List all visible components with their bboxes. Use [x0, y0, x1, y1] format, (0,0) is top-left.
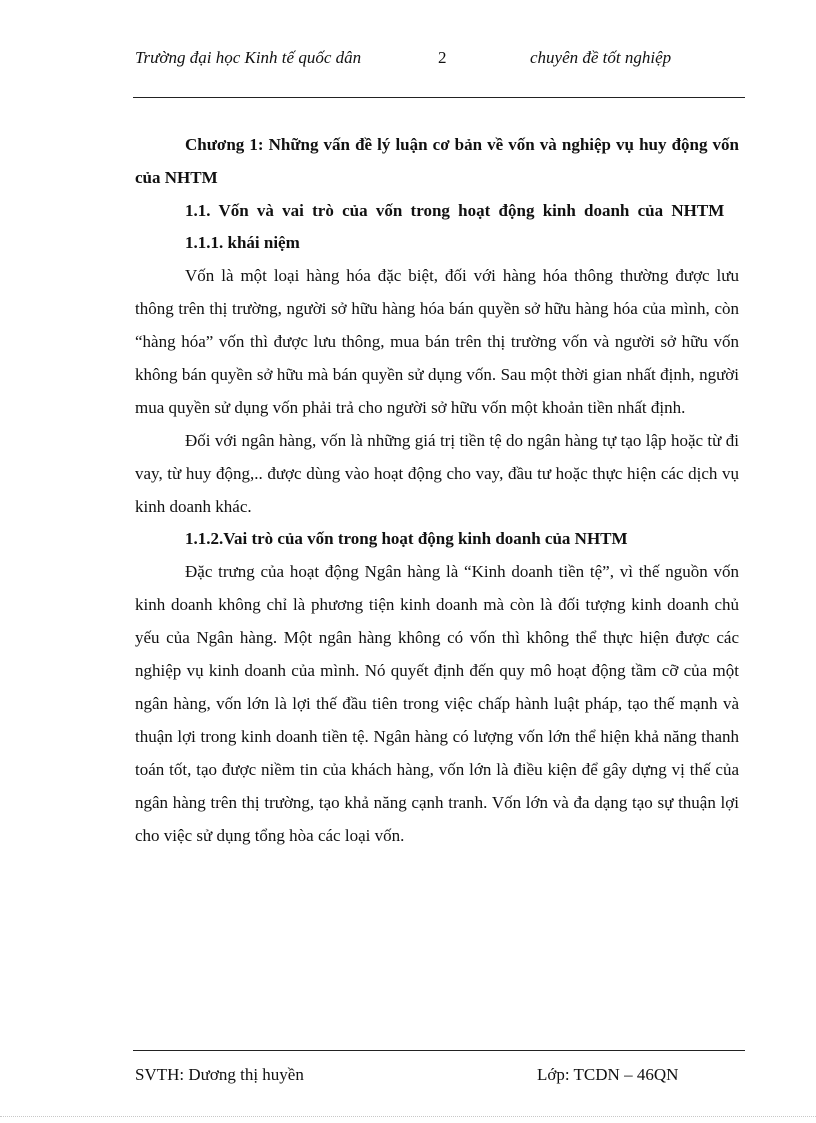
chapter-title: Chương 1: Những vấn đề lý luận cơ bản về vốn và nghiệp vụ huy động vốn của NHTM	[135, 135, 739, 187]
paragraph-bank-capital: Đối với ngân hàng, vốn là những giá trị tiền tệ do ngân hàng tự tạo lập hoặc từ đi vay, từ huy động,.. được dùng vào hoạt động cho vay, đầu tư hoặc thực hiện các dịch vụ kinh doanh khác.	[135, 431, 739, 516]
paragraph-capital-role: Đặc trưng của hoạt động Ngân hàng là “Kinh doanh tiền tệ”, vì thế nguồn vốn kinh doanh không chỉ là phương tiện kinh doanh mà còn là đối tượng kinh doanh chủ yếu của Ngân hàng. Một ngân hàng không có vốn thì không thể thực hiện được các nghiệp vụ kinh doanh của mình. Nó quyết định đến quy mô hoạt động tầm cỡ của một ngân hàng, vốn lớn là lợi thế đầu tiên trong việc chấp hành luật pháp, tạo thế mạnh và thuận lợi trong kinh doanh tiền tệ. Ngân hàng có lượng vốn lớn thể hiện khả năng thanh toán tốt, tạo được niềm tin của khách hàng, vốn lớn là điều kiện để gây dựng vị thế của ngân hàng trên thị trường, tạo khả năng cạnh tranh. Vốn lớn và đa dạng tạo sự thuận lợi cho việc sử dụng tổng hòa các loại vốn.	[135, 562, 739, 845]
paragraph-capital-definition: Vốn là một loại hàng hóa đặc biệt, đối với hàng hóa thông thường được lưu thông trên thị trường, người sở hữu hàng hóa bán quyền sở hữu hàng hóa của mình, còn “hàng hóa” vốn thì được lưu thông, mua bán trên thị trường vốn và người sở hữu vốn không bán quyền sở hữu mà bán quyền sử dụng vốn. Sau một thời gian nhất định, người mua quyền sử dụng vốn phải trả cho người sở hữu vốn một khoản tiền nhất định.	[135, 266, 739, 417]
footer-class-code: Lớp: TCDN – 46QN	[537, 1065, 679, 1084]
header-page-number: 2	[438, 48, 447, 67]
page-header	[135, 48, 745, 76]
section-title: 1.1. Vốn và vai trò của vốn trong hoạt động kinh doanh của NHTM	[185, 201, 725, 220]
header-topic: chuyên đề tốt nghiệp	[530, 48, 672, 67]
page-footer	[135, 1065, 745, 1089]
header-divider	[133, 97, 745, 98]
footer-student-name: SVTH: Dương thị huyền	[135, 1065, 304, 1084]
header-school-name: Trường đại học Kinh tế quốc dân	[135, 48, 362, 67]
subsection-title-concept: 1.1.1. khái niệm	[185, 233, 300, 252]
subsection-title-role: 1.1.2.Vai trò của vốn trong hoạt động kinh doanh của NHTM	[185, 529, 628, 548]
footer-divider	[133, 1050, 745, 1051]
page-bottom-border	[0, 1116, 816, 1117]
page-content	[135, 128, 739, 852]
